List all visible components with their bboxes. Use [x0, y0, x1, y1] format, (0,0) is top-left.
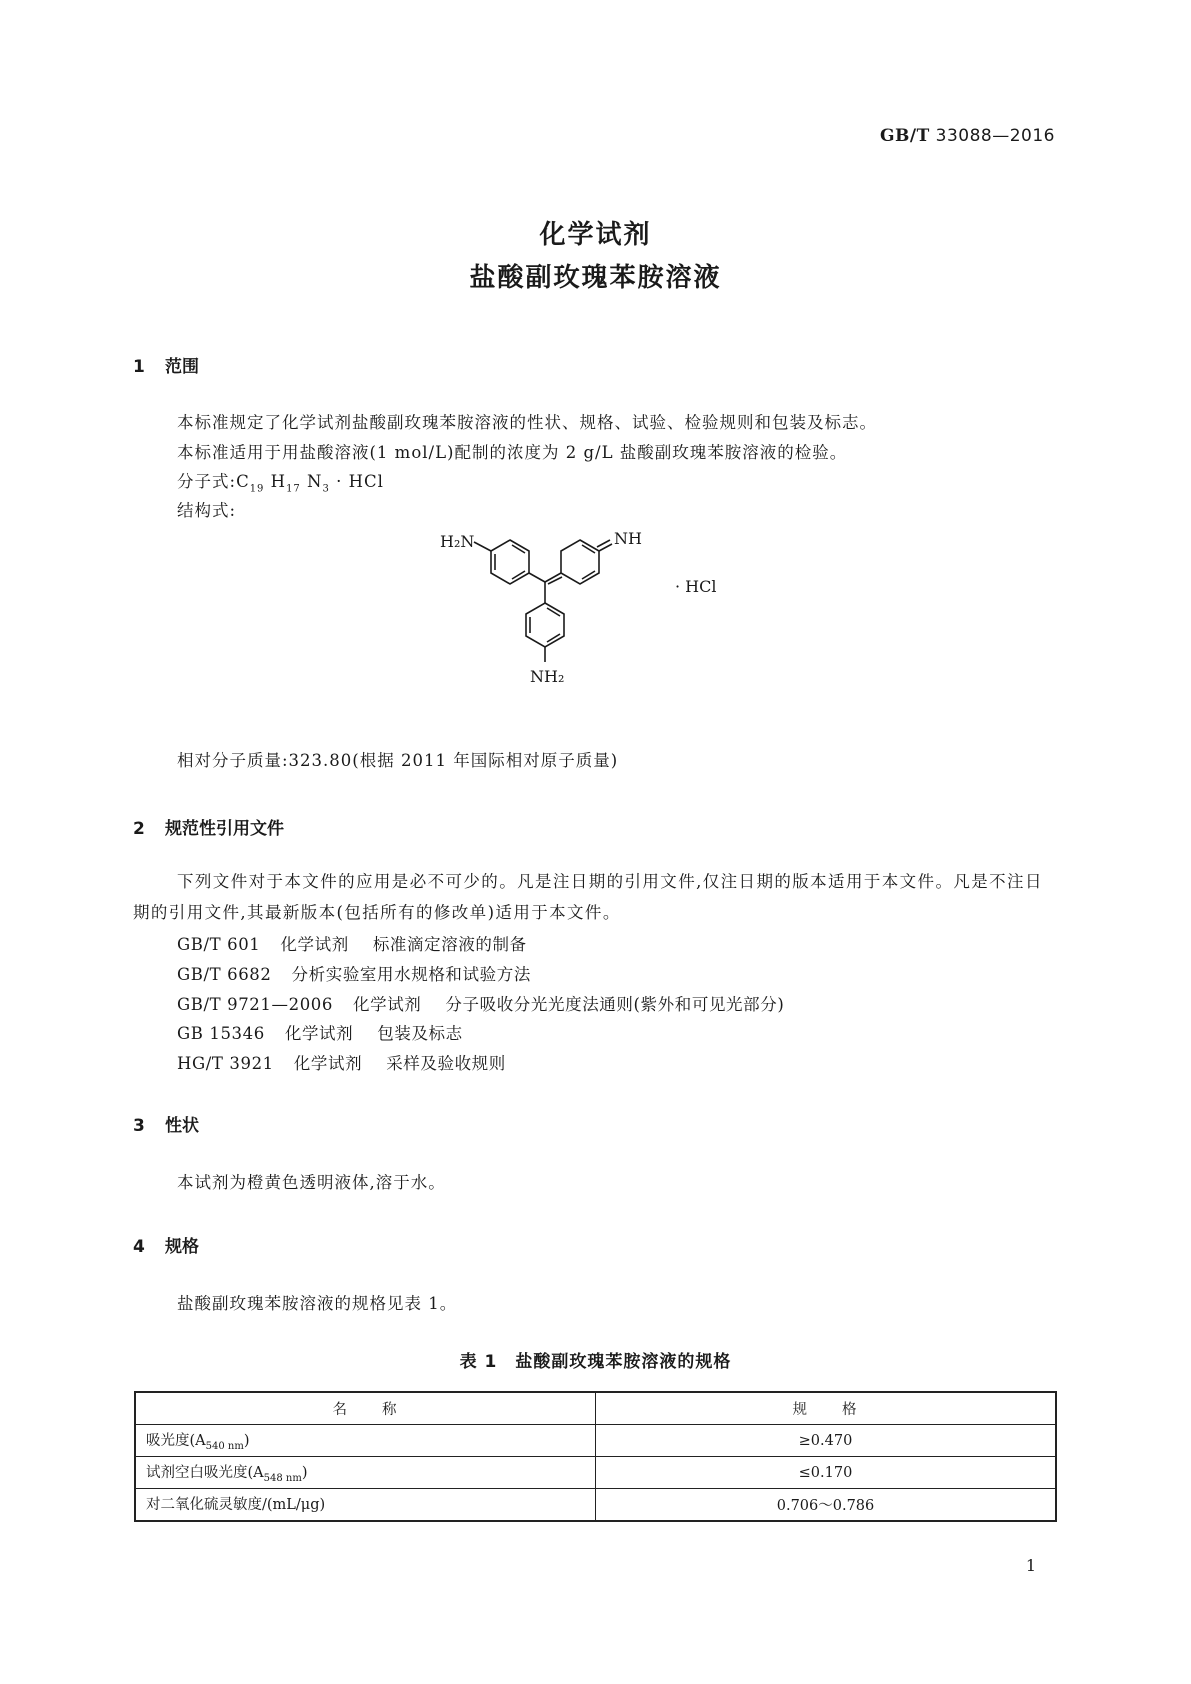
- formula-c-count: 19: [249, 483, 265, 495]
- table-header-row: [135, 1392, 1056, 1425]
- reference-code: GB 15346: [177, 1024, 265, 1043]
- formula-n: N: [307, 472, 323, 491]
- row-name: [135, 1489, 596, 1522]
- formula-n-count: 3: [322, 483, 330, 495]
- section-2-heading: [133, 814, 284, 839]
- formula-suffix: · HCl: [329, 472, 384, 491]
- row-value: ≤0.170: [596, 1457, 1057, 1489]
- section-number: 1: [133, 357, 145, 377]
- reference-item: [177, 961, 555, 985]
- reference-title-1: 化学试剂: [284, 1024, 354, 1043]
- section-title: 规范性引用文件: [165, 819, 284, 839]
- standard-code: [880, 126, 1055, 146]
- row-value: ≥0.470: [596, 1425, 1057, 1457]
- row-value: 0.706～0.786: [596, 1489, 1057, 1522]
- table-row: [135, 1425, 1056, 1457]
- section-3-heading: [133, 1111, 199, 1136]
- reference-title-1: 化学试剂: [353, 995, 422, 1014]
- specification-table: [134, 1391, 1057, 1522]
- left-benzene-ring: [491, 540, 529, 584]
- reference-title-1: 化学试剂: [280, 935, 349, 954]
- formula-c: C: [236, 472, 250, 491]
- section-number: 3: [133, 1116, 145, 1136]
- relative-molecular-mass: 相对分子质量:323.80(根据 2011 年国际相对原子质量): [177, 751, 619, 770]
- bottom-benzene-ring: [526, 603, 564, 647]
- hcl-label: · HCl: [675, 577, 717, 596]
- reference-title-2: 采样及验收规则: [386, 1054, 506, 1073]
- row-name-subscript: 540 nm: [205, 1440, 244, 1452]
- section-3-paragraph: 本试剂为橙黄色透明液体,溶于水。: [177, 1173, 446, 1192]
- standard-number: 33088—2016: [935, 126, 1055, 146]
- right-quinoid-ring: [561, 540, 599, 584]
- reference-title-2: 标准滴定溶液的制备: [372, 935, 527, 954]
- section-4-heading: [133, 1232, 199, 1257]
- reference-item: [177, 991, 784, 1015]
- reference-title-1: 化学试剂: [293, 1054, 363, 1073]
- nh2-label: NH₂: [530, 667, 565, 686]
- section-number: 2: [133, 819, 145, 839]
- standard-prefix: GB/T: [880, 126, 930, 146]
- table-caption: 表 1 盐酸副玫瑰苯胺溶液的规格: [459, 1352, 732, 1372]
- row-name-subscript: 548 nm: [263, 1472, 302, 1484]
- section-4-paragraph: 盐酸副玫瑰苯胺溶液的规格见表 1。: [177, 1294, 458, 1313]
- nh-label: NH: [614, 529, 642, 548]
- row-name-end: ): [301, 1465, 308, 1482]
- page-number: 1: [1025, 1556, 1036, 1575]
- document-title-line2: 盐酸副玫瑰苯胺溶液: [469, 263, 722, 293]
- row-name: [135, 1425, 596, 1457]
- section-2-intro: 下列文件对于本文件的应用是必不可少的。凡是注日期的引用文件,仅注日期的版本适用于本文件。凡是不注日期的引用文件,其最新版本(包括所有的修改单)适用于本文件。: [133, 872, 1043, 922]
- reference-code: GB/T 9721—2006: [177, 995, 333, 1014]
- formula-label: 分子式:: [177, 472, 237, 491]
- h2n-label: H₂N: [440, 532, 475, 551]
- reference-title-2: 包装及标志: [377, 1024, 463, 1043]
- reference-code: HG/T 3921: [177, 1054, 274, 1073]
- table-row: [135, 1489, 1056, 1522]
- section-1-paragraph-2: 本标准适用于用盐酸溶液(1 mol/L)配制的浓度为 2 g/L 盐酸副玫瑰苯胺溶液的检验。: [177, 443, 848, 462]
- row-name-text: 对二氧化硫灵敏度/(mL/μg): [146, 1497, 326, 1514]
- row-name-text: 吸光度(A: [146, 1433, 206, 1450]
- formula-h: H: [270, 472, 287, 491]
- header-name: 名 称: [135, 1392, 596, 1425]
- header-spec: 规 格: [596, 1392, 1057, 1425]
- reference-item: [177, 931, 527, 955]
- section-1-paragraph-1: 本标准规定了化学试剂盐酸副玫瑰苯胺溶液的性状、规格、试验、检验规则和包装及标志。: [177, 413, 877, 432]
- row-name-end: ): [243, 1433, 250, 1450]
- reference-code: GB/T 6682: [177, 965, 272, 984]
- reference-title-1: 分析实验室用水规格和试验方法: [291, 965, 531, 984]
- reference-item: [177, 1020, 463, 1044]
- section-title: 性状: [165, 1116, 199, 1136]
- section-1-heading: [133, 352, 199, 377]
- row-name: [135, 1457, 596, 1489]
- reference-code: GB/T 601: [177, 935, 261, 954]
- reference-item: [177, 1050, 506, 1074]
- table-row: [135, 1457, 1056, 1489]
- section-title: 规格: [165, 1237, 199, 1257]
- formula-h-count: 17: [286, 483, 301, 495]
- section-number: 4: [133, 1237, 145, 1257]
- molecular-formula: [177, 468, 384, 494]
- structure-label: 结构式:: [177, 501, 237, 520]
- row-name-text: 试剂空白吸光度(A: [146, 1465, 264, 1482]
- document-title-line1: 化学试剂: [539, 220, 652, 250]
- reference-title-2: 分子吸收分光光度法通则(紫外和可见光部分): [445, 995, 785, 1014]
- structural-formula-diagram: [440, 520, 760, 700]
- section-title: 范围: [165, 357, 199, 377]
